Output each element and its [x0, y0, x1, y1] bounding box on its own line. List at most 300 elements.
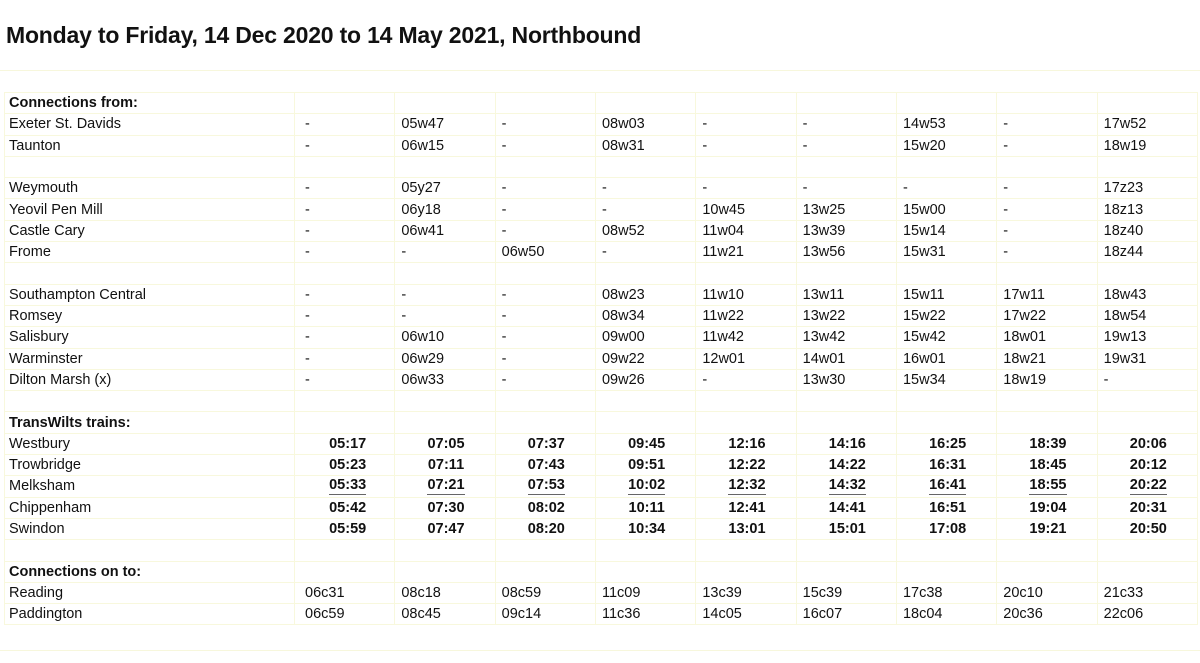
time-cell [495, 433, 595, 454]
spacer-row [5, 156, 1198, 177]
time-value: 15:01 [828, 521, 866, 538]
time-value: 20:31 [1129, 499, 1167, 516]
time-cell: 17z23 [1097, 178, 1197, 199]
empty-cell [595, 540, 695, 561]
empty-cell [896, 540, 996, 561]
time-cell [997, 476, 1097, 497]
time-cell [495, 518, 595, 539]
empty-cell [595, 263, 695, 284]
time-cell [997, 497, 1097, 518]
time-cell: 13w39 [796, 220, 896, 241]
time-cell: 11w42 [696, 327, 796, 348]
timetable-row [5, 305, 1198, 326]
time-cell [696, 518, 796, 539]
time-cell: - [997, 242, 1097, 263]
timetable-row [5, 518, 1198, 539]
station-name: Castle Cary [5, 220, 295, 241]
time-cell: - [997, 114, 1097, 135]
time-cell: 15w00 [896, 199, 996, 220]
empty-cell [295, 540, 395, 561]
time-cell: 18w01 [997, 327, 1097, 348]
empty-cell [395, 93, 495, 114]
time-cell [696, 497, 796, 518]
time-cell: 15w42 [896, 327, 996, 348]
time-value: 17:08 [929, 521, 967, 538]
empty-cell [1097, 156, 1197, 177]
empty-cell [896, 156, 996, 177]
time-cell: 11w21 [696, 242, 796, 263]
empty-cell [395, 561, 495, 582]
time-cell: 15w20 [896, 135, 996, 156]
time-cell: 18w54 [1097, 305, 1197, 326]
time-cell [1097, 476, 1197, 497]
time-cell [796, 476, 896, 497]
station-name: Reading [5, 582, 295, 603]
time-cell: - [495, 135, 595, 156]
time-cell: - [295, 114, 395, 135]
time-cell [395, 433, 495, 454]
time-cell [796, 455, 896, 476]
time-cell: 12w01 [696, 348, 796, 369]
empty-cell [495, 391, 595, 412]
timetable-row [5, 135, 1198, 156]
time-cell [997, 455, 1097, 476]
empty-cell [1097, 93, 1197, 114]
station-name: Melksham [5, 476, 295, 497]
empty-cell [595, 156, 695, 177]
time-value: 07:47 [427, 521, 465, 538]
time-cell [595, 476, 695, 497]
time-cell: 21c33 [1097, 582, 1197, 603]
time-cell: 08w31 [595, 135, 695, 156]
time-cell: 11w10 [696, 284, 796, 305]
time-cell [395, 476, 495, 497]
time-value: 18:55 [1029, 477, 1067, 494]
time-cell: 11c36 [595, 604, 695, 625]
empty-cell [295, 391, 395, 412]
spacer-row [5, 391, 1198, 412]
timetable-row [5, 369, 1198, 390]
time-value: 16:25 [929, 435, 967, 452]
time-value: 10:34 [628, 521, 666, 538]
time-cell: - [495, 305, 595, 326]
timetable-row [5, 582, 1198, 603]
time-cell [295, 518, 395, 539]
time-value: 07:21 [427, 477, 465, 494]
time-cell: 18w19 [1097, 135, 1197, 156]
time-cell: 18w19 [997, 369, 1097, 390]
time-cell: 09c14 [495, 604, 595, 625]
time-value: 07:05 [427, 435, 465, 452]
time-value: 10:02 [628, 477, 666, 494]
time-cell: 13w25 [796, 199, 896, 220]
empty-cell [896, 93, 996, 114]
time-cell: 20c36 [997, 604, 1097, 625]
station-name: Dilton Marsh (x) [5, 369, 295, 390]
station-name: Yeovil Pen Mill [5, 199, 295, 220]
time-cell: 13w22 [796, 305, 896, 326]
time-cell [495, 476, 595, 497]
time-cell: 13w30 [796, 369, 896, 390]
time-value: 07:43 [527, 457, 565, 474]
time-cell [595, 455, 695, 476]
time-value: 20:50 [1129, 521, 1167, 538]
time-cell: 17w22 [997, 305, 1097, 326]
empty-cell [1097, 263, 1197, 284]
empty-cell [997, 412, 1097, 433]
timetable-row [5, 476, 1198, 497]
time-cell: - [295, 348, 395, 369]
time-cell: - [495, 220, 595, 241]
timetable-row [5, 284, 1198, 305]
time-value: 05:59 [329, 521, 367, 538]
station-name: Warminster [5, 348, 295, 369]
time-cell [696, 455, 796, 476]
timetable-row [5, 455, 1198, 476]
time-value: 09:51 [628, 457, 666, 474]
empty-cell [395, 540, 495, 561]
time-value: 16:31 [929, 457, 967, 474]
time-cell: 17w11 [997, 284, 1097, 305]
station-name: Southampton Central [5, 284, 295, 305]
time-cell: 18w21 [997, 348, 1097, 369]
timetable-row [5, 220, 1198, 241]
time-cell: - [896, 178, 996, 199]
time-cell [796, 497, 896, 518]
station-name: Chippenham [5, 497, 295, 518]
time-value: 05:33 [329, 477, 367, 494]
time-cell: - [997, 135, 1097, 156]
time-value: 12:16 [728, 435, 766, 452]
empty-cell [696, 263, 796, 284]
time-cell: 08w34 [595, 305, 695, 326]
section-header-row [5, 412, 1198, 433]
time-cell [395, 518, 495, 539]
empty-cell [395, 263, 495, 284]
station-name: Romsey [5, 305, 295, 326]
time-value: 10:11 [628, 499, 665, 516]
empty-cell [5, 391, 295, 412]
empty-cell [495, 540, 595, 561]
empty-cell [896, 391, 996, 412]
section-header: TransWilts trains: [5, 412, 295, 433]
station-name: Paddington [5, 604, 295, 625]
time-cell: 20c10 [997, 582, 1097, 603]
time-cell [1097, 497, 1197, 518]
empty-cell [5, 263, 295, 284]
time-cell: - [595, 242, 695, 263]
empty-cell [595, 93, 695, 114]
empty-cell [395, 412, 495, 433]
time-cell: 17c38 [896, 582, 996, 603]
empty-cell [796, 263, 896, 284]
time-cell: 09w26 [595, 369, 695, 390]
time-value: 08:02 [527, 499, 565, 516]
time-value: 05:23 [329, 457, 367, 474]
time-cell [997, 433, 1097, 454]
time-cell [295, 497, 395, 518]
time-cell [295, 476, 395, 497]
time-cell: - [495, 327, 595, 348]
empty-cell [495, 561, 595, 582]
time-cell: 13w56 [796, 242, 896, 263]
time-value: 07:53 [527, 477, 565, 494]
page-title: Monday to Friday, 14 Dec 2020 to 14 May 2021, Northbound [6, 22, 642, 48]
time-cell: - [696, 178, 796, 199]
time-cell: 15w34 [896, 369, 996, 390]
time-cell: - [295, 178, 395, 199]
time-cell: 08w03 [595, 114, 695, 135]
empty-cell [1097, 412, 1197, 433]
time-cell: - [696, 369, 796, 390]
time-value: 07:37 [527, 435, 565, 452]
time-cell [997, 518, 1097, 539]
section-header: Connections on to: [5, 561, 295, 582]
time-cell: - [796, 114, 896, 135]
time-cell: 06w33 [395, 369, 495, 390]
time-cell: 06w10 [395, 327, 495, 348]
time-cell [295, 455, 395, 476]
time-value: 20:12 [1129, 457, 1167, 474]
empty-cell [395, 156, 495, 177]
time-value: 20:06 [1129, 435, 1167, 452]
section-header-row [5, 561, 1198, 582]
time-cell: - [395, 242, 495, 263]
section-header: Connections from: [5, 93, 295, 114]
time-cell [796, 433, 896, 454]
time-cell [595, 433, 695, 454]
time-cell: 06w41 [395, 220, 495, 241]
empty-cell [295, 156, 395, 177]
empty-cell [495, 93, 595, 114]
empty-cell [696, 93, 796, 114]
time-value: 13:01 [728, 521, 766, 538]
empty-cell [395, 391, 495, 412]
time-cell: 06w50 [495, 242, 595, 263]
time-cell: 09w00 [595, 327, 695, 348]
timetable [4, 92, 1198, 625]
empty-cell [997, 263, 1097, 284]
empty-cell [295, 93, 395, 114]
time-cell: - [495, 114, 595, 135]
station-name: Swindon [5, 518, 295, 539]
empty-cell [696, 156, 796, 177]
time-cell: - [495, 178, 595, 199]
time-cell: 16c07 [796, 604, 896, 625]
spacer-row [5, 540, 1198, 561]
time-cell: 06c59 [295, 604, 395, 625]
time-cell [896, 433, 996, 454]
time-cell: 06w29 [395, 348, 495, 369]
time-cell [696, 476, 796, 497]
station-name: Exeter St. Davids [5, 114, 295, 135]
time-cell: - [796, 135, 896, 156]
time-cell: - [696, 135, 796, 156]
empty-cell [796, 391, 896, 412]
time-cell: 18z40 [1097, 220, 1197, 241]
time-cell [896, 518, 996, 539]
time-cell: 14c05 [696, 604, 796, 625]
time-cell: - [295, 305, 395, 326]
time-cell: - [295, 242, 395, 263]
time-cell: - [295, 284, 395, 305]
time-cell [1097, 455, 1197, 476]
time-value: 12:41 [728, 499, 766, 516]
time-cell [696, 433, 796, 454]
station-name: Taunton [5, 135, 295, 156]
time-value: 16:41 [929, 477, 967, 494]
time-cell: - [295, 369, 395, 390]
empty-cell [796, 156, 896, 177]
empty-cell [997, 93, 1097, 114]
time-value: 14:22 [828, 457, 866, 474]
timetable-row [5, 433, 1198, 454]
station-name: Westbury [5, 433, 295, 454]
time-value: 16:51 [929, 499, 967, 516]
time-cell [796, 518, 896, 539]
empty-cell [997, 391, 1097, 412]
timetable-row [5, 327, 1198, 348]
time-cell [1097, 433, 1197, 454]
time-value: 20:22 [1129, 477, 1167, 494]
time-cell: 08w23 [595, 284, 695, 305]
time-value: 19:04 [1029, 499, 1067, 516]
time-value: 14:16 [828, 435, 866, 452]
empty-cell [1097, 561, 1197, 582]
time-value: 12:22 [728, 457, 766, 474]
time-cell: 22c06 [1097, 604, 1197, 625]
station-name: Salisbury [5, 327, 295, 348]
time-cell: 10w45 [696, 199, 796, 220]
time-cell: 17w52 [1097, 114, 1197, 135]
timetable-row [5, 242, 1198, 263]
time-cell [495, 455, 595, 476]
time-cell [896, 455, 996, 476]
time-value: 07:11 [427, 457, 465, 474]
time-value: 05:42 [329, 499, 367, 516]
time-cell: - [796, 178, 896, 199]
time-cell: 18w43 [1097, 284, 1197, 305]
timetable-body [5, 93, 1198, 625]
time-cell: 06c31 [295, 582, 395, 603]
empty-cell [997, 540, 1097, 561]
empty-cell [595, 412, 695, 433]
empty-cell [896, 561, 996, 582]
empty-cell [495, 412, 595, 433]
time-cell: - [595, 178, 695, 199]
spacer-row [5, 263, 1198, 284]
empty-cell [5, 540, 295, 561]
time-cell: - [295, 199, 395, 220]
time-value: 12:32 [728, 477, 766, 494]
empty-cell [495, 156, 595, 177]
time-cell: 09w22 [595, 348, 695, 369]
time-cell: - [495, 284, 595, 305]
time-cell: 18c04 [896, 604, 996, 625]
station-name: Trowbridge [5, 455, 295, 476]
time-cell: 11c09 [595, 582, 695, 603]
empty-cell [495, 263, 595, 284]
empty-cell [896, 412, 996, 433]
timetable-row [5, 178, 1198, 199]
time-cell [395, 455, 495, 476]
empty-cell [295, 561, 395, 582]
time-cell: 13w11 [796, 284, 896, 305]
time-cell [896, 497, 996, 518]
time-value: 09:45 [628, 435, 666, 452]
time-cell: 06w15 [395, 135, 495, 156]
time-cell: 05y27 [395, 178, 495, 199]
divider [0, 650, 1200, 651]
time-cell: 11w04 [696, 220, 796, 241]
section-header-row [5, 93, 1198, 114]
empty-cell [295, 412, 395, 433]
time-value: 19:21 [1029, 521, 1067, 538]
timetable-row [5, 114, 1198, 135]
time-cell: - [595, 199, 695, 220]
time-value: 18:39 [1029, 435, 1067, 452]
time-cell [896, 476, 996, 497]
time-cell [1097, 518, 1197, 539]
time-cell: - [295, 327, 395, 348]
empty-cell [5, 156, 295, 177]
station-name: Frome [5, 242, 295, 263]
time-cell: 16w01 [896, 348, 996, 369]
time-cell: 18z44 [1097, 242, 1197, 263]
time-cell: - [395, 305, 495, 326]
empty-cell [595, 561, 695, 582]
time-value: 18:45 [1029, 457, 1067, 474]
empty-cell [796, 540, 896, 561]
time-cell [295, 433, 395, 454]
time-cell [595, 497, 695, 518]
time-cell: 13c39 [696, 582, 796, 603]
empty-cell [696, 391, 796, 412]
time-value: 14:32 [828, 477, 866, 494]
empty-cell [896, 263, 996, 284]
time-cell: 19w31 [1097, 348, 1197, 369]
timetable-row [5, 348, 1198, 369]
empty-cell [796, 93, 896, 114]
time-cell: 15w11 [896, 284, 996, 305]
timetable-row [5, 497, 1198, 518]
empty-cell [696, 561, 796, 582]
time-cell: 18z13 [1097, 199, 1197, 220]
empty-cell [295, 263, 395, 284]
time-cell: 14w53 [896, 114, 996, 135]
empty-cell [796, 561, 896, 582]
time-cell: 06y18 [395, 199, 495, 220]
time-cell: 15w14 [896, 220, 996, 241]
time-cell: - [696, 114, 796, 135]
empty-cell [1097, 391, 1197, 412]
empty-cell [696, 412, 796, 433]
time-cell: 19w13 [1097, 327, 1197, 348]
time-cell: 08c59 [495, 582, 595, 603]
station-name: Weymouth [5, 178, 295, 199]
time-cell: - [295, 220, 395, 241]
time-cell: 08c18 [395, 582, 495, 603]
time-value: 07:30 [427, 499, 465, 516]
time-cell: 08w52 [595, 220, 695, 241]
empty-cell [796, 412, 896, 433]
empty-cell [696, 540, 796, 561]
time-cell [595, 518, 695, 539]
time-cell: 15c39 [796, 582, 896, 603]
time-cell: - [997, 220, 1097, 241]
time-cell: 13w42 [796, 327, 896, 348]
empty-cell [997, 156, 1097, 177]
